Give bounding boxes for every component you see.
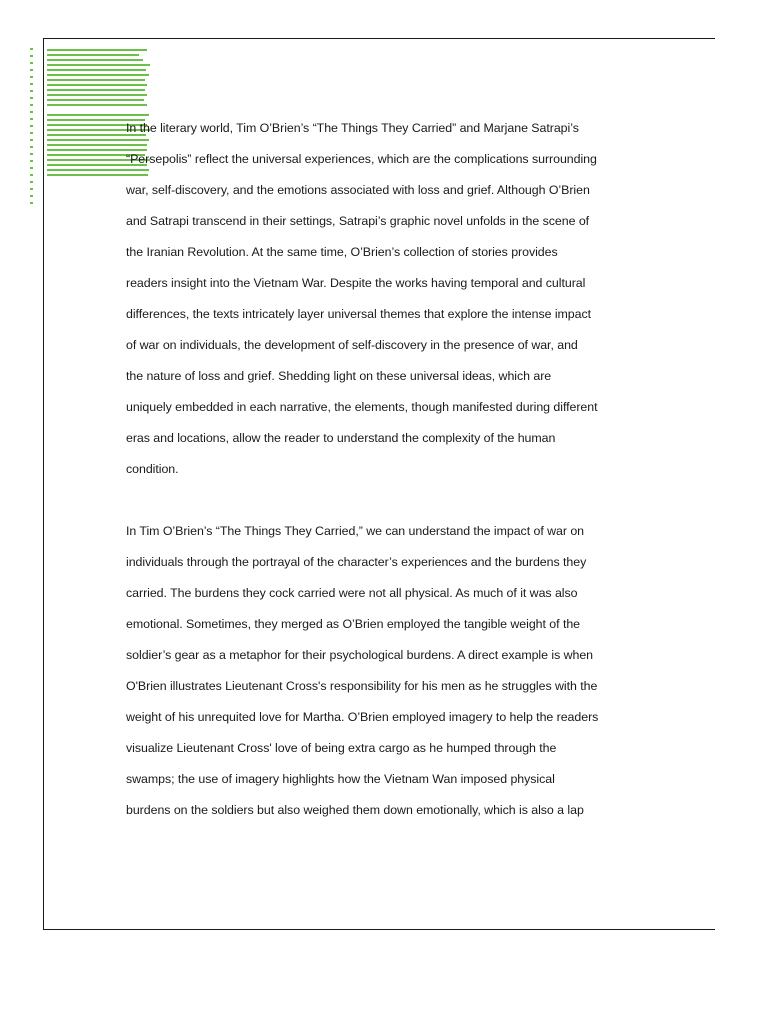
text-line: O'Brien illustrates Lieutenant Cross's responsibility for his men as he struggles with the [126,679,598,693]
margin-dot [30,118,33,120]
margin-dot-markers [30,48,34,209]
highlight-bar [47,59,143,61]
paragraph-intro [126,113,646,485]
margin-dot [30,55,33,57]
margin-dot [30,181,33,183]
text-line: and Satrapi transcend in their settings, Satrapi’s graphic novel unfolds in the scene of [126,214,590,228]
text-line: the Iranian Revolution. At the same time, O’Brien’s collection of stories provides [126,245,558,259]
highlight-bar [47,84,147,86]
paragraph-body [126,516,646,826]
text-line: of war on individuals, the development of self-discovery in the presence of war, and [126,338,578,352]
margin-dot [30,62,33,64]
text-line: the nature of loss and grief. Shedding light on these universal ideas, which are [126,369,552,383]
text-line: war, self-discovery, and the emotions associated with loss and grief. Although O’Brien [126,183,590,197]
text-line: burdens on the soldiers but also weighed them down emotionally, which is also a lap [126,803,584,817]
text-line: In the literary world, Tim O’Brien’s “The Things They Carried” and Marjane Satrapi’s [126,121,579,135]
margin-dot [30,111,33,113]
text-line: condition. [126,462,179,476]
text-line: readers insight into the Vietnam War. Despite the works having temporal and cultural [126,276,586,290]
text-line: “Persepolis” reflect the universal experiences, which are the complications surrounding [126,152,597,166]
margin-dot [30,146,33,148]
highlight-bar [47,104,147,106]
highlight-bar [47,64,150,66]
margin-dot [30,188,33,190]
highlight-bar [47,49,147,51]
text-line: visualize Lieutenant Cross' love of being extra cargo as he humped through the [126,741,557,755]
text-line: In Tim O’Brien’s “The Things They Carried,” we can understand the impact of war on [126,524,585,538]
margin-dot [30,167,33,169]
text-line: individuals through the portrayal of the character’s experiences and the burdens they [126,555,587,569]
text-line: eras and locations, allow the reader to understand the complexity of the human [126,431,556,445]
margin-dot [30,69,33,71]
text-line: swamps; the use of imagery highlights how the Vietnam Wan imposed physical [126,772,555,786]
text-line: soldier’s gear as a metaphor for their psychological burdens. A direct example is when [126,648,594,662]
margin-dot [30,160,33,162]
page-edge [715,30,768,940]
margin-dot [30,195,33,197]
margin-dot [30,132,33,134]
margin-dot [30,202,33,204]
margin-dot [30,153,33,155]
highlight-bar [47,54,139,56]
highlight-bar [47,79,145,81]
margin-dot [30,48,33,50]
text-line: uniquely embedded in each narrative, the elements, though manifested during different [126,400,598,414]
text-line: carried. The burdens they cock carried were not all physical. As much of it was also [126,586,578,600]
highlight-bar [47,89,145,91]
margin-dot [30,174,33,176]
margin-dot [30,125,33,127]
highlight-bar [47,99,144,101]
margin-dot [30,76,33,78]
text-line: differences, the texts intricately layer universal themes that explore the intense impact [126,307,592,321]
highlight-gap [47,109,147,111]
margin-dot [30,97,33,99]
margin-dot [30,90,33,92]
highlight-bar [47,94,147,96]
highlight-bar [47,74,149,76]
margin-dot [30,139,33,141]
text-line: emotional. Sometimes, they merged as O’Brien employed the tangible weight of the [126,617,581,631]
text-line: weight of his unrequited love for Martha. O’Brien employed imagery to help the readers [126,710,599,724]
highlight-bar [47,69,146,71]
margin-dot [30,83,33,85]
margin-dot [30,104,33,106]
